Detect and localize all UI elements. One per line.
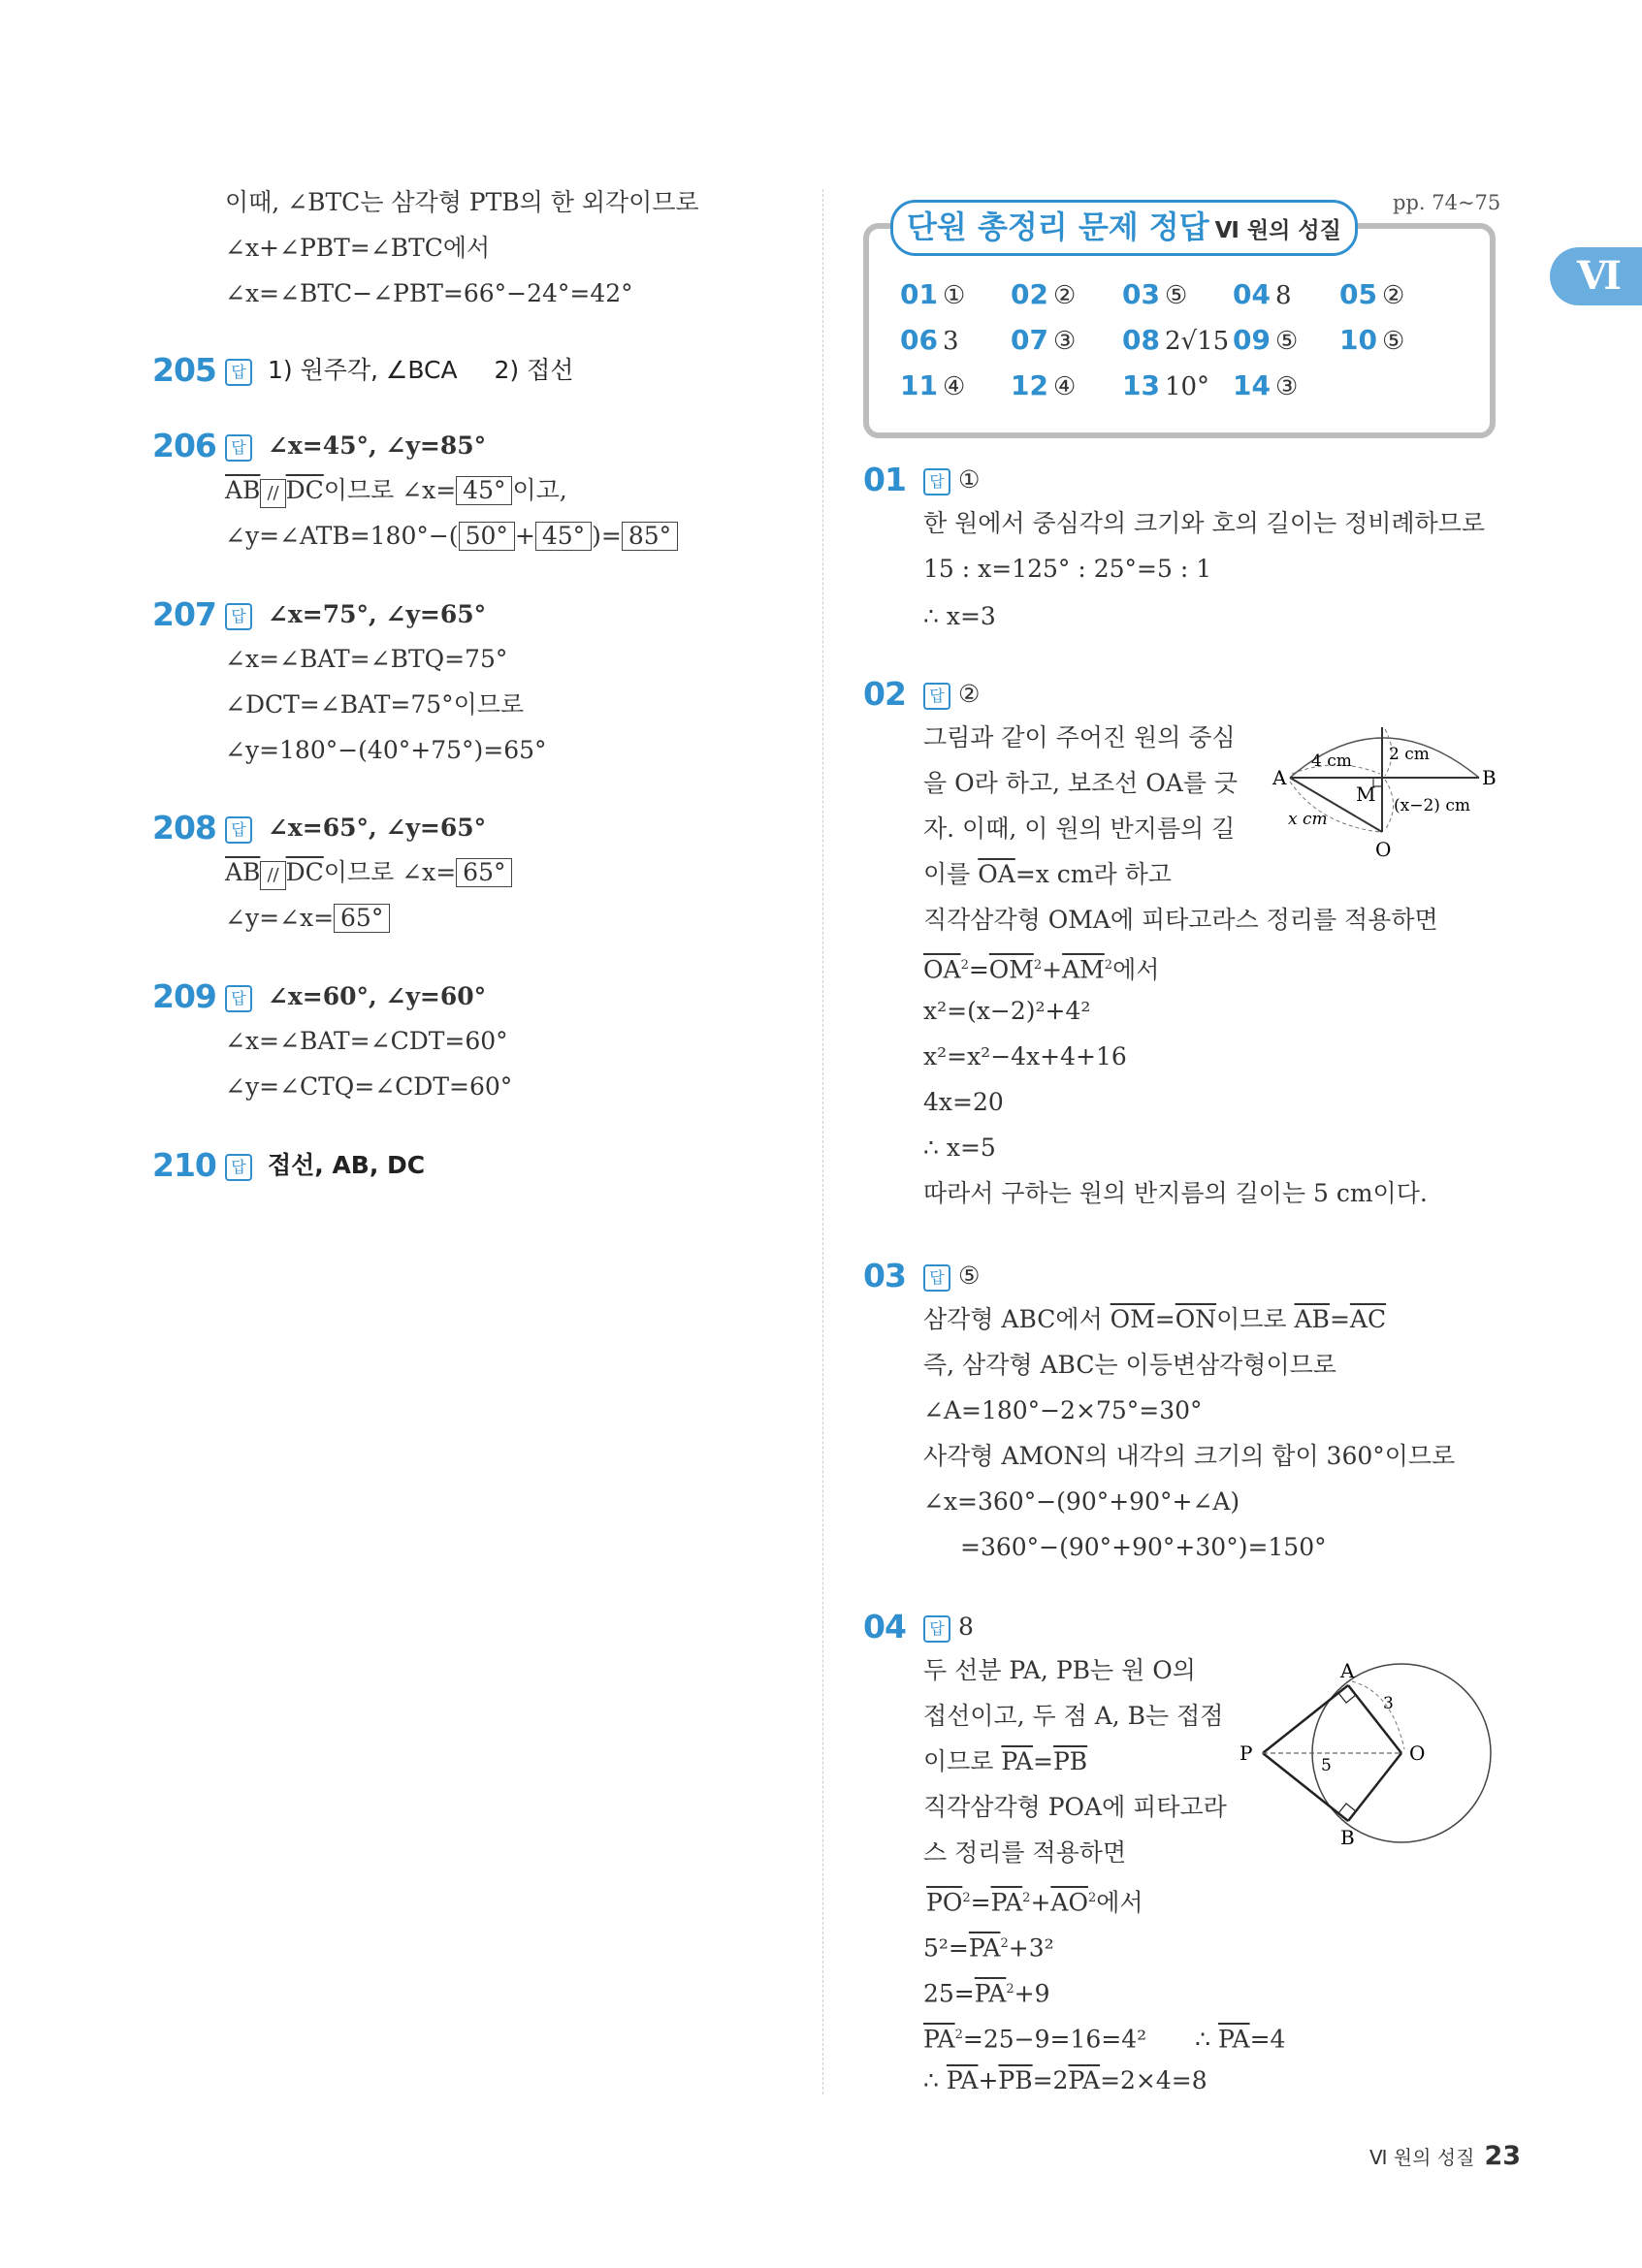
intro-line-1: 이때, ∠BTC는 삼각형 PTB의 한 외각이므로 (225, 188, 699, 216)
dim-3 (1352, 1681, 1404, 1749)
superscript: 2 (1006, 1982, 1014, 1996)
solution-02-line-8: x²=x²−4x+4+16 (923, 1042, 1127, 1070)
answer-02-text: ② (958, 680, 981, 708)
solution-03-line-6: =360°−(90°+90°+30°)=150° (960, 1533, 1327, 1561)
segment-po: $\overline{PO}$ (926, 1888, 963, 1917)
text: 삼각형 ABC에서 (923, 1305, 1111, 1333)
summary-answer: 10° (1164, 372, 1210, 401)
summary-answer-07 (1011, 324, 1076, 356)
answer-badge: 답 (225, 1154, 252, 1181)
segment-ab: $\overline{AB}$ (225, 476, 261, 504)
chapter-tab: Ⅵ (1550, 247, 1642, 305)
tangent-pa (1263, 1685, 1348, 1753)
summary-number: 07 (1011, 324, 1048, 356)
problem-number-205: 205 (152, 351, 216, 389)
solution-03-line-2: 즉, 삼각형 ABC는 이등변삼각형이므로 (923, 1351, 1336, 1379)
answer-205-part1: 1) 원주각, ∠BCA (267, 356, 458, 384)
answer-badge: 답 (923, 1264, 950, 1292)
solution-01-line-1: 한 원에서 중심각의 크기와 호의 길이는 정비례하므로 (923, 509, 1485, 537)
answer-box: 50° (459, 522, 515, 551)
solution-206-line-2 (225, 521, 678, 552)
summary-answer: ⑤ (1274, 327, 1299, 356)
solution-02-line-6 (923, 950, 1159, 985)
answer-badge: 답 (923, 1615, 950, 1643)
question-number-04: 04 (863, 1608, 906, 1645)
answer-02 (923, 679, 980, 710)
summary-answer: ③ (1274, 372, 1299, 401)
solution-02-line-9: 4x=20 (923, 1088, 1004, 1116)
summary-answer-02 (1011, 278, 1076, 310)
answer-205-part2: 2) 접선 (494, 356, 574, 384)
superscript: 2 (954, 2028, 963, 2042)
dim-x-2 (1385, 780, 1394, 830)
figure-02 (1251, 718, 1503, 863)
summary-number: 11 (900, 369, 938, 401)
summary-answer-12 (1011, 369, 1076, 401)
footer-chapter: Ⅵ 원의 성질 (1369, 2146, 1475, 2169)
summary-number: 03 (1122, 278, 1160, 310)
label-4cm: 4 cm (1311, 751, 1352, 771)
text: ∠y=∠ATB=180°−( (225, 522, 459, 550)
text: 이고, (512, 476, 567, 504)
text: ∠y=∠x= (225, 904, 335, 932)
text: + (1042, 955, 1063, 984)
answer-209 (225, 981, 486, 1012)
text: =x cm라 하고 (1014, 860, 1172, 888)
summary-answer-14 (1233, 369, 1298, 401)
summary-number: 01 (900, 278, 938, 310)
summary-answer-11 (900, 369, 965, 401)
label-x-2cm: (x−2) cm (1394, 796, 1470, 815)
segment-ao: $\overline{AO}$ (1050, 1888, 1088, 1917)
text: =2×4=8 (1100, 2066, 1207, 2094)
right-angle-a (1338, 1693, 1356, 1703)
right-angle-b (1338, 1804, 1356, 1813)
intro-line-2: ∠x+∠PBT=∠BTC에서 (225, 234, 491, 262)
text: 에서 (1096, 1888, 1143, 1917)
segment-on: $\overline{ON}$ (1175, 1305, 1217, 1333)
answer-box: 45° (535, 522, 592, 551)
solution-03-line-5: ∠x=360°−(90°+90°+∠A) (923, 1487, 1240, 1516)
solution-04-line-1: 두 선분 PA, PB는 원 O의 (923, 1656, 1196, 1684)
text: +3² (1008, 1933, 1054, 1963)
solution-02-line-5: 직각삼각형 OMA에 피타고라스 정리를 적용하면 (923, 906, 1438, 934)
figure-04 (1232, 1648, 1494, 1852)
label-5: 5 (1321, 1756, 1332, 1775)
summary-number: 09 (1233, 324, 1271, 356)
summary-answer-06 (900, 324, 959, 356)
parallel-box: // (260, 861, 285, 890)
text: =2 (1032, 2066, 1069, 2094)
solution-01-line-2: 15 : x=125° : 25°=5 : 1 (923, 555, 1212, 583)
answer-210 (225, 1150, 425, 1181)
segment-pa: $\overline{PA}$ (968, 1933, 1001, 1963)
summary-title (890, 200, 1358, 256)
text: = (970, 1888, 991, 1917)
answer-208-text: ∠x=65°, ∠y=65° (267, 814, 487, 842)
answer-206 (225, 431, 486, 462)
label-o: O (1409, 1741, 1426, 1765)
label-3: 3 (1383, 1694, 1394, 1713)
summary-answer: 2√15 (1164, 327, 1230, 356)
segment-oa: $\overline{OA}$ (978, 860, 1015, 888)
solution-03-line-1 (923, 1304, 1386, 1335)
segment-dc: $\overline{DC}$ (285, 858, 324, 886)
summary-answer: ⑤ (1381, 327, 1405, 356)
text: = (968, 955, 989, 984)
answer-box: 65° (456, 858, 512, 887)
solution-206-line-1 (225, 475, 567, 508)
text: 이므로 (1216, 1305, 1295, 1333)
summary-answer-09 (1233, 324, 1298, 356)
solution-04-line-9 (923, 2020, 1285, 2055)
answer-box: 45° (456, 476, 512, 505)
solution-04-line-10 (923, 2065, 1207, 2096)
segment-dc: $\overline{DC}$ (285, 476, 324, 504)
solution-02-line-1: 그림과 같이 주어진 원의 중심 (923, 723, 1236, 751)
solution-02-line-11: 따라서 구하는 원의 반지름의 길이는 5 cm이다. (923, 1179, 1428, 1207)
solution-208-line-2 (225, 903, 390, 934)
text: =4 (1249, 2025, 1286, 2054)
answer-badge: 답 (225, 359, 252, 386)
segment-pa: $\overline{PA}$ (1217, 2025, 1250, 2054)
summary-answer: ① (942, 281, 966, 310)
superscript: 2 (1000, 1936, 1009, 1951)
summary-number: 06 (900, 324, 938, 356)
summary-answer: ③ (1052, 327, 1077, 356)
superscript: 2 (1033, 958, 1043, 973)
summary-answer-04 (1233, 278, 1292, 310)
label-b: B (1482, 766, 1497, 789)
label-a: A (1272, 766, 1287, 789)
answer-209-text: ∠x=60°, ∠y=60° (267, 982, 487, 1010)
problem-number-208: 208 (152, 809, 216, 847)
solution-04-line-7 (923, 1929, 1054, 1964)
answer-badge: 답 (225, 816, 252, 844)
segment-om: $\overline{OM}$ (1110, 1305, 1155, 1333)
segment-pa: $\overline{PA}$ (1068, 2066, 1101, 2094)
question-number-02: 02 (863, 675, 906, 713)
answer-03 (923, 1261, 980, 1292)
solution-02-line-2: 을 O라 하고, 보조선 OA를 긋 (923, 769, 1239, 797)
summary-number: 10 (1339, 324, 1377, 356)
segment-pa: $\overline{PA}$ (974, 1979, 1007, 2008)
label-b: B (1340, 1826, 1355, 1849)
segment-pa: $\overline{PA}$ (923, 2025, 955, 2054)
summary-answer-01 (900, 278, 965, 310)
solution-207-line-2: ∠DCT=∠BAT=75°이므로 (225, 690, 525, 719)
answer-205 (225, 355, 573, 386)
summary-answer: 3 (942, 327, 959, 356)
text: 에서 (1112, 955, 1160, 984)
text: )= (592, 522, 622, 550)
answer-badge: 답 (923, 683, 950, 710)
page-number: 23 (1484, 2141, 1522, 2171)
solution-04-line-5: 스 정리를 적용하면 (923, 1838, 1127, 1867)
segment-ab: $\overline{AB}$ (225, 858, 261, 886)
summary-answer: ④ (942, 372, 966, 401)
segment-ab: $\overline{AB}$ (1294, 1305, 1330, 1333)
answer-box: 65° (334, 904, 390, 933)
text: =25−9=16=4² (962, 2025, 1147, 2054)
text: 이므로 (923, 1747, 1002, 1775)
answer-01-text: ① (958, 465, 981, 494)
problem-number-206: 206 (152, 427, 216, 464)
page-footer (1369, 2141, 1521, 2171)
text: + (514, 522, 535, 550)
text: = (1154, 1305, 1175, 1333)
text: = (1329, 1305, 1350, 1333)
answer-badge: 답 (923, 468, 950, 495)
answer-207 (225, 599, 486, 630)
summary-answer: ④ (1052, 372, 1077, 401)
solution-04-line-2: 접선이고, 두 점 A, B는 접점 (923, 1702, 1224, 1730)
segment-pa: $\overline{PA}$ (946, 2066, 979, 2094)
label-o: O (1375, 838, 1392, 861)
answer-04 (923, 1612, 974, 1643)
summary-number: 04 (1233, 278, 1271, 310)
summary-number: 08 (1122, 324, 1160, 356)
summary-answer-13 (1122, 369, 1209, 401)
solution-04-line-4: 직각삼각형 POA에 피타고라 (923, 1793, 1227, 1821)
solution-04-line-6: $\overline{PO}^2=\overline{PA}^2+\overline{AO}^2$에서 (926, 1888, 1143, 1917)
solution-02-line-10: ∴ x=5 (923, 1134, 996, 1162)
solution-01-line-3: ∴ x=3 (923, 602, 996, 630)
summary-title-text: 단원 총정리 문제 정답 (907, 208, 1209, 245)
summary-answer-05 (1339, 278, 1404, 310)
question-number-01: 01 (863, 461, 906, 498)
problem-number-210: 210 (152, 1146, 216, 1184)
solution-02-line-7: x²=(x−2)²+4² (923, 997, 1091, 1025)
solution-02-line-3: 자. 이때, 이 원의 반지름의 길 (923, 815, 1236, 843)
solution-209-line-1: ∠x=∠BAT=∠CDT=60° (225, 1027, 508, 1055)
label-m: M (1356, 783, 1376, 806)
solution-04-line-3 (923, 1746, 1087, 1777)
segment-om: $\overline{OM}$ (988, 955, 1034, 984)
summary-answer: ② (1052, 281, 1077, 310)
superscript: 2 (1104, 958, 1113, 973)
label-p: P (1240, 1741, 1253, 1765)
answer-badge: 답 (225, 603, 252, 630)
segment-oa: $\overline{OA}$ (923, 955, 961, 984)
summary-answer: ② (1381, 281, 1405, 310)
answer-208 (225, 813, 486, 844)
summary-answer: 8 (1274, 281, 1292, 310)
problem-number-209: 209 (152, 977, 216, 1015)
column-divider (822, 189, 823, 2094)
summary-number: 02 (1011, 278, 1048, 310)
answer-210-text: 접선, AB, DC (267, 1151, 426, 1179)
solution-207-line-3: ∠y=180°−(40°+75°)=65° (225, 736, 547, 764)
text: 25= (923, 1979, 975, 2008)
text: 이므로 ∠x= (323, 858, 457, 886)
solution-207-line-1: ∠x=∠BAT=∠BTQ=75° (225, 645, 508, 673)
summary-number: 05 (1339, 278, 1377, 310)
label-a: A (1340, 1659, 1355, 1682)
superscript: 2 (960, 958, 969, 973)
text: +9 (1014, 1979, 1050, 2008)
text: = (1033, 1747, 1053, 1775)
page-range: pp. 74~75 (1393, 191, 1501, 214)
superscript: 2 (1022, 1891, 1031, 1905)
label-2cm: 2 cm (1389, 745, 1430, 764)
solution-02-line-4 (923, 859, 1172, 890)
solution-03-line-4: 사각형 AMON의 내각의 크기의 합이 360°이므로 (923, 1442, 1456, 1470)
segment-am: $\overline{AM}$ (1062, 955, 1105, 984)
segment-pa: $\overline{PA}$ (990, 1888, 1023, 1917)
answer-badge: 답 (225, 434, 252, 462)
text: + (978, 2066, 999, 2094)
problem-number-207: 207 (152, 595, 216, 633)
answer-badge: 답 (225, 985, 252, 1012)
intro-line-3: ∠x=∠BTC−∠PBT=66°−24°=42° (225, 279, 633, 307)
question-number-03: 03 (863, 1257, 906, 1294)
text: 5²= (923, 1933, 969, 1963)
summary-answer-03 (1122, 278, 1187, 310)
summary-subtitle: Ⅵ 원의 성질 (1214, 218, 1341, 243)
parallel-box: // (260, 479, 285, 508)
summary-answer-08 (1122, 324, 1229, 356)
summary-number: 12 (1011, 369, 1048, 401)
summary-answer: ⑤ (1164, 281, 1188, 310)
tangent-pb (1263, 1753, 1348, 1821)
answer-03-text: ⑤ (958, 1262, 981, 1290)
segment-ac: $\overline{AC}$ (1349, 1305, 1387, 1333)
text: ∴ (923, 2066, 947, 2094)
text: 이므로 ∠x= (323, 476, 457, 504)
segment-pb: $\overline{PB}$ (998, 2066, 1033, 2094)
solution-208-line-1 (225, 857, 512, 890)
answer-04-text: 8 (958, 1613, 974, 1641)
answer-206-text: ∠x=45°, ∠y=85° (267, 431, 487, 460)
superscript: 2 (1087, 1891, 1097, 1905)
segment-pb: $\overline{PB}$ (1052, 1747, 1088, 1775)
solution-03-line-3: ∠A=180°−2×75°=30° (923, 1396, 1203, 1424)
summary-number: 13 (1122, 369, 1160, 401)
text: ∴ (1195, 2025, 1218, 2054)
solution-209-line-2: ∠y=∠CTQ=∠CDT=60° (225, 1072, 513, 1101)
segment-pa: $\overline{PA}$ (1001, 1747, 1033, 1775)
superscript: 2 (962, 1891, 971, 1905)
summary-answer-10 (1339, 324, 1404, 356)
text: 이를 (923, 860, 979, 888)
label-xcm: x cm (1288, 810, 1328, 829)
solution-04-line-8 (923, 1974, 1050, 2009)
answer-207-text: ∠x=75°, ∠y=65° (267, 600, 487, 628)
answer-01 (923, 464, 980, 495)
answer-box: 85° (622, 522, 678, 551)
summary-number: 14 (1233, 369, 1271, 401)
